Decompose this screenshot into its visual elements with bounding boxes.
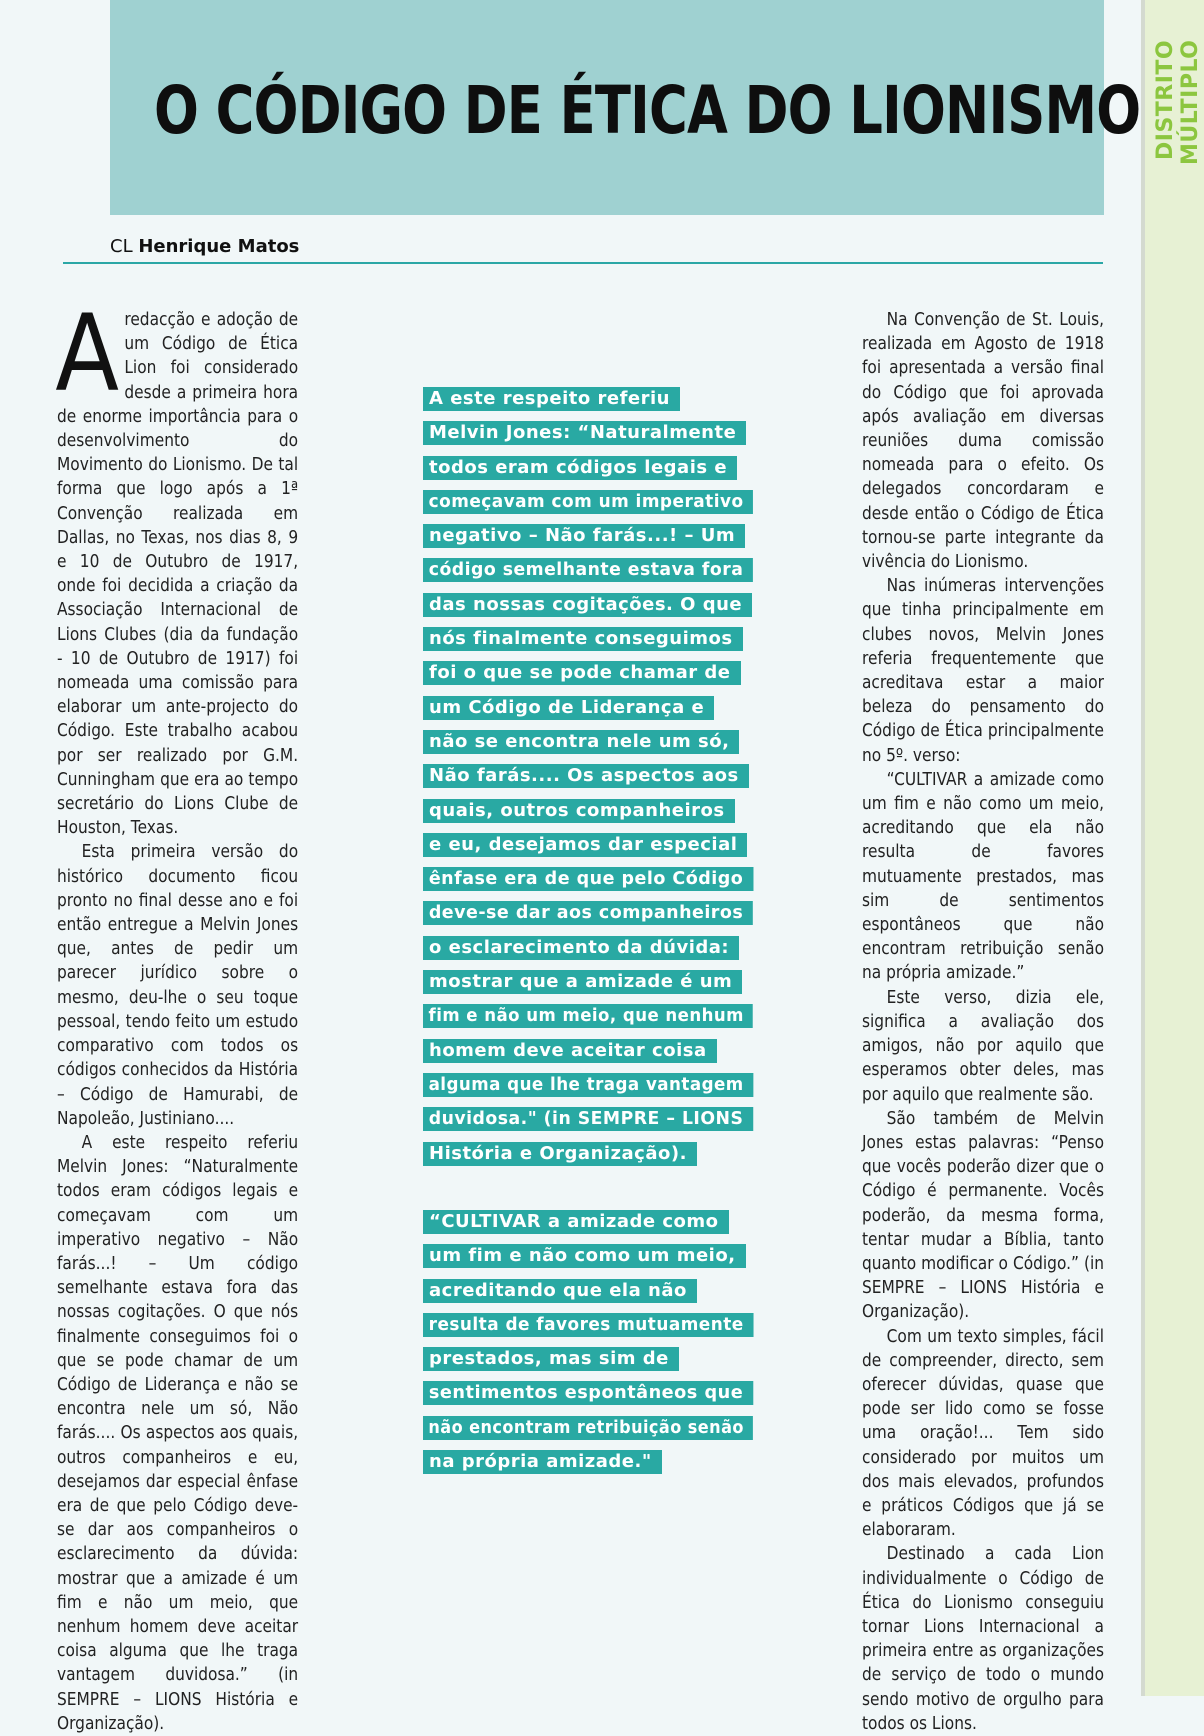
left-paragraph-3: A este respeito referiu Melvin Jones: “Naturalmente todos eram códigos legais e começavam com um imperativo negativo – Não farás...! – Um código semelhante estava fora das nossas cogitações. O que nós finalmente conseguimos foi o que se pode chamar de um Código de Liderança e não se encontra nele um só, Não farás.... Os aspectos aos quais, outros companheiros e eu, desejamos dar especial ênfase era de que pelo Código deve-se dar aos companheiros o esclarecimento da dúvida: mostrar que a amizade é um fim e não um meio, que nenhum homem deve aceitar coisa alguma que lhe traga vantagem duvidosa.” (in SEMPRE – LIONS História e Organização). (57, 1132, 299, 1734)
pull-line (423, 1381, 763, 1415)
pull-line-text: na própria amizade." (423, 1450, 662, 1474)
right-paragraph-6: Com um texto simples, fácil de compreender, directo, sem oferecer dúvidas, quase que pode ser lido como se fosse uma oração!... Tem sido considerado por muitos um dos mais elevados, profundos e práticos Códigos que já se elaboraram. (862, 1326, 1104, 1541)
pull-line (423, 1210, 763, 1244)
pull-line (423, 833, 763, 867)
pull-line (423, 1347, 763, 1381)
pull-line (423, 1450, 763, 1484)
pull-line (423, 387, 763, 421)
pull-line-text: Melvin Jones: “Naturalmente (423, 421, 746, 445)
pull-line-text: quais, outros companheiros (423, 799, 735, 823)
pull-line-text: alguma que lhe traga vantagem (423, 1073, 753, 1097)
pull-line (423, 936, 763, 970)
pull-line (423, 1073, 763, 1107)
page-title: O CÓDIGO DE ÉTICA DO LIONISMO (154, 72, 1141, 149)
pull-line-text: não encontram retribuição senão (423, 1416, 753, 1440)
pull-line-text: homem deve aceitar coisa (423, 1039, 717, 1063)
header-divider (63, 262, 1103, 264)
pull-line-text: resulta de favores mutuamente (423, 1313, 753, 1337)
right-paragraph-4: Este verso, dizia ele, significa a avaliação dos amigos, não por aquilo que esperamos obter deles, mas por aquilo que realmente são. (862, 987, 1104, 1105)
pull-line-text: duvidosa." (in SEMPRE – LIONS (423, 1107, 753, 1131)
author-name: Henrique Matos (138, 236, 300, 257)
pull-line (423, 1244, 763, 1278)
right-paragraph-2: Nas inúmeras intervenções que tinha principalmente em clubes novos, Melvin Jones referia frequentemente que acreditava estar a maior beleza do pensamento do Código de Ética principalmente no 5º. verso: (862, 576, 1104, 766)
left-paragraph-1 (55, 292, 299, 840)
pull-line (423, 456, 763, 490)
pull-line (423, 558, 763, 592)
pull-line (423, 421, 763, 455)
left-paragraph-2: Esta primeira versão do histórico documento ficou pronto no final desse ano e foi então entregue a Melvin Jones que, antes de pedir um parecer jurídico sobre o mesmo, deu-lhe o seu toque pessoal, tendo feito um estudo comparativo com todos os códigos conhecidos da História – Código de Hamurabi, de Napoleão, Justiniano.... (57, 842, 299, 1129)
drop-cap: A (55, 292, 120, 415)
pull-line (423, 764, 763, 798)
pull-line (423, 696, 763, 730)
title-banner (110, 0, 1141, 215)
pull-line-text: História e Organização). (423, 1142, 697, 1166)
pull-line (423, 1142, 763, 1176)
pull-line (423, 1416, 763, 1450)
pull-line (423, 490, 763, 524)
pull-line (423, 524, 763, 558)
pull-line (423, 593, 763, 627)
pull-quote-1 (423, 387, 763, 1176)
pull-line-text: das nossas cogitações. O que (423, 593, 752, 617)
pull-line-text: Não farás.... Os aspectos aos (423, 764, 749, 788)
pull-line-text: acreditando que ela não (423, 1279, 697, 1303)
pull-line-text: código semelhante estava fora (423, 558, 753, 582)
left-column (55, 292, 299, 1736)
pull-line-text: todos eram códigos legais e (423, 456, 737, 480)
pull-line (423, 1039, 763, 1073)
right-column (862, 308, 1104, 1736)
pull-line-text: A este respeito referiu (423, 387, 680, 411)
pull-line-text: prestados, mas sim de (423, 1347, 679, 1371)
pull-line (423, 730, 763, 764)
pull-line-text: o esclarecimento da dúvida: (423, 936, 739, 960)
pull-line (423, 1004, 763, 1038)
pull-line-text: e eu, desejamos dar especial (423, 833, 747, 857)
pull-line-text: um fim e não como um meio, (423, 1244, 746, 1268)
pull-line (423, 661, 763, 695)
right-paragraph-5: São também de Melvin Jones estas palavras: “Penso que vocês poderão dizer que o Código é permanente. Vocês poderão, da mesma forma, tentar mudar a Bíblia, tanto quanto modificar o Código.” (in SEMPRE – LIONS História e Organização). (862, 1108, 1104, 1323)
right-paragraph-7: Destinado a cada Lion individualmente o Código de Ética do Lionismo conseguiu tornar Lions Internacional a primeira entre as organizações de serviço de todo o mundo sendo motivo de orgulho para todos os Lions. (862, 1544, 1104, 1734)
pull-line-text: negativo – Não farás...! – Um (423, 524, 745, 548)
pull-line (423, 970, 763, 1004)
right-paragraph-1: Na Convenção de St. Louis, realizada em Agosto de 1918 foi apresentada a versão final do Código que foi aprovada após avaliação em diversas reuniões duma comissão nomeada para o efeito. Os delegados concordaram e desde então o Código de Ética tornou-se parte integrante da vivência do Lionismo. (862, 310, 1104, 573)
pull-line (423, 1107, 763, 1141)
pull-line-text: ênfase era de que pelo Código (423, 867, 753, 891)
pull-line-text: “CULTIVAR a amizade como (423, 1210, 729, 1234)
pull-line (423, 627, 763, 661)
pull-line-text: nós finalmente conseguimos (423, 627, 743, 651)
pull-line-text: mostrar que a amizade é um (423, 970, 742, 994)
pull-quote-2 (423, 1210, 763, 1484)
pull-line-text: um Código de Liderança e (423, 696, 714, 720)
pull-line-text: sentimentos espontâneos que (423, 1381, 753, 1405)
pull-line-text: fim e não um meio, que nenhum (423, 1004, 753, 1028)
pull-line-text: não se encontra nele um só, (423, 730, 739, 754)
pull-line-text: foi o que se pode chamar de (423, 661, 741, 685)
pull-line (423, 1279, 763, 1313)
pull-line-text: deve-se dar aos companheiros (423, 901, 753, 925)
section-label: DISTRITO MÚLTIPLO (1153, 40, 1203, 166)
pull-line (423, 901, 763, 935)
pull-line (423, 867, 763, 901)
pull-line-text: começavam com um imperativo (423, 490, 753, 514)
pull-line (423, 1313, 763, 1347)
left-paragraph-1-text: redacção e adoção de um Código de Ética Lion foi considerado desde a primeira hora de enorme importância para o desenvolvimento do Movimento do Lionismo. De tal forma que logo após a 1ª Convenção realizada em Dallas, no Texas, nos dias 8, 9 e 10 de Outubro de 1917, onde foi decidida a criação da Associação Internacional de Lions Clubes (dia da fundação - 10 de Outubro de 1917) foi nomeada uma comissão para elaborar um ante-projecto do Código. Este trabalho acabou por ser realizado por G.M. Cunningham que era ao tempo secretário do Lions Clube de Houston, Texas. (57, 310, 299, 839)
right-paragraph-3: “CULTIVAR a amizade como um fim e não como um meio, acreditando que ela não resulta de favores mutuamente prestados, mas sim de sentimentos espontâneos que não encontram retribuição senão na própria amizade.” (862, 769, 1104, 984)
byline (110, 236, 299, 257)
byline-prefix: CL (110, 236, 133, 257)
pull-line (423, 799, 763, 833)
